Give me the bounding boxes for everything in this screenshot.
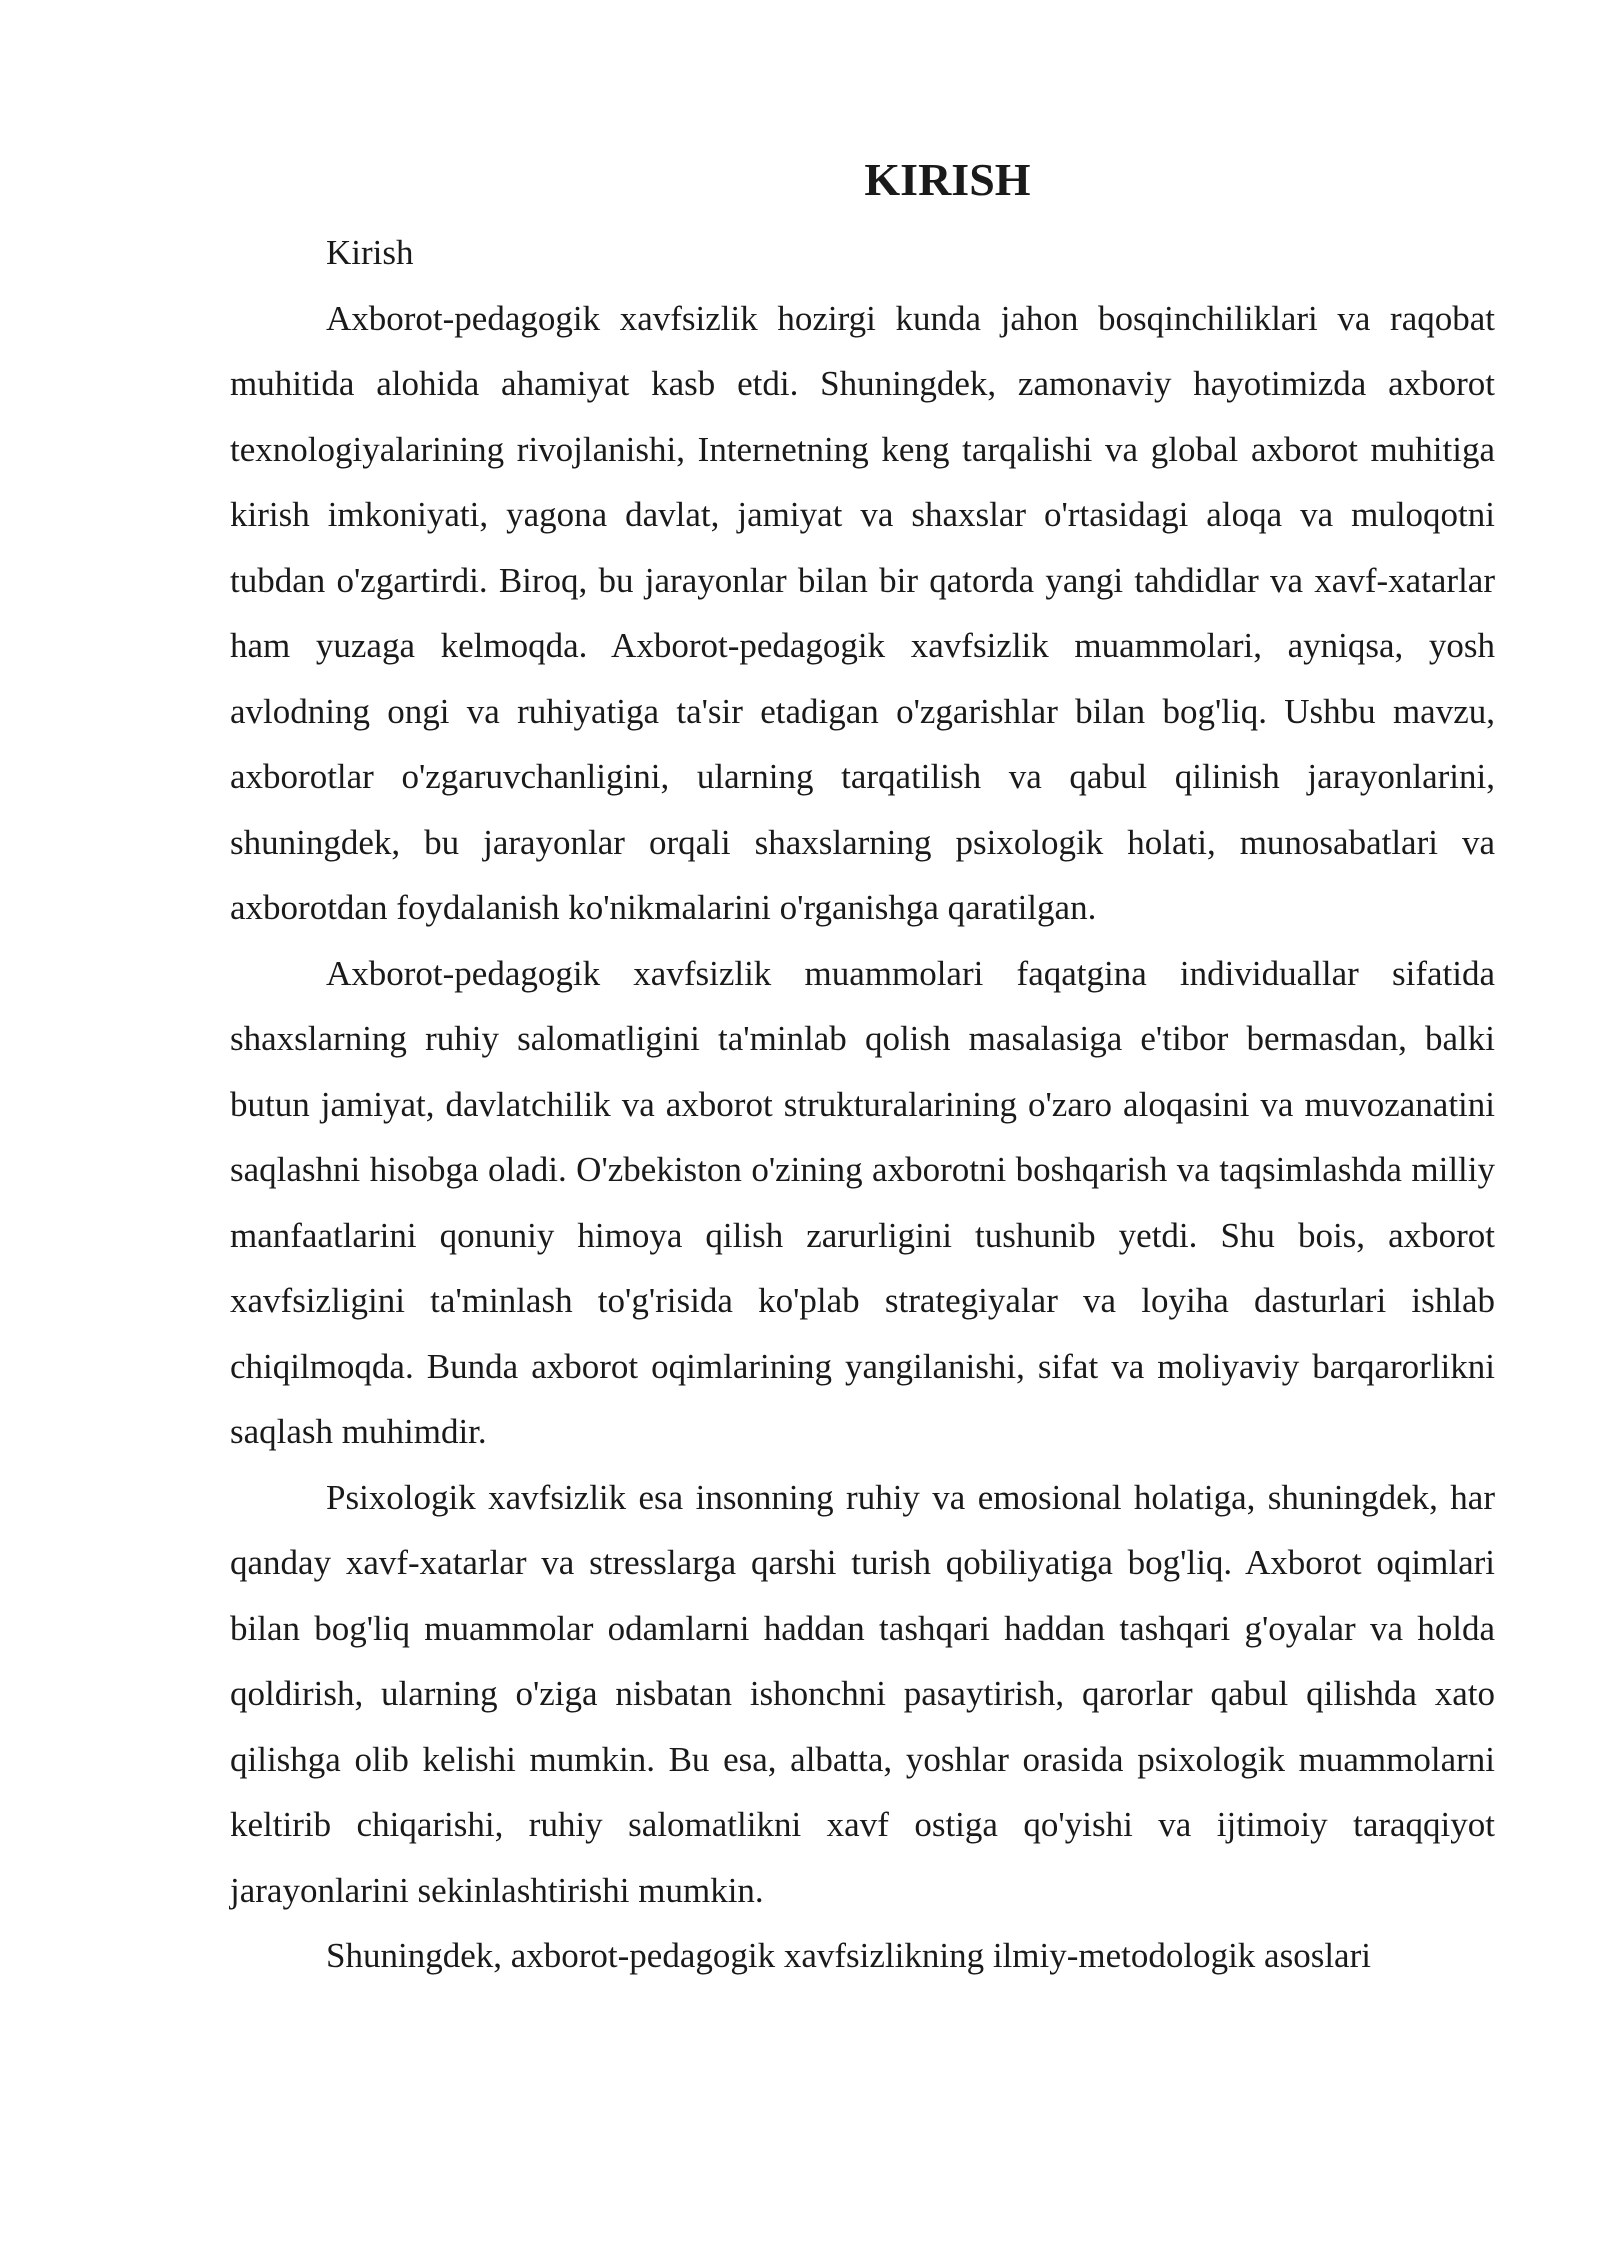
document-page [230, 140, 1495, 1989]
paragraph-3: Psixologik xavfsizlik esa insonning ruhiy va emosional holatiga, shuningdek, har qanday xavf-xatarlar va stresslarga qarshi turish qobiliyatiga bog'liq. Axborot oqimlari bilan bog'liq muammolar odamlarni haddan tashqari haddan tashqari g'oyalar va holda qoldirish, ularning o'ziga nisbatan ishonchni pasaytirish, qarorlar qabul qilishda xato qilishga olib kelishi mumkin. Bu esa, albatta, yoshlar orasida psixologik muammolarni keltirib chiqarishi, ruhiy salomatlikni xavf ostiga qo'yishi va ijtimoiy taraqqiyot jarayonlarini sekinlashtirishi mumkin. [230, 1477, 1495, 1910]
paragraph-4: Shuningdek, axborot-pedagogik xavfsizlikning ilmiy-metodologik asoslari [326, 1936, 1371, 1975]
section-subheading: Kirish [326, 233, 414, 272]
paragraph-2: Axborot-pedagogik xavfsizlik muammolari faqatgina individuallar sifatida shaxslarning ruhiy salomatligini ta'minlab qolish masalasiga e'tibor bermasdan, balki butun jamiyat, davlatchilik va axborot strukturalarining o'zaro aloqasini va muvozanatini saqlashni hisobga oladi. O'zbekiston o'zining axborotni boshqarish va taqsimlashda milliy manfaatlarini qonuniy himoya qilish zarurligini tushunib yetdi. Shu bois, axborot xavfsizligini ta'minlash to'g'risida ko'plab strategiyalar va loyiha dasturlari ishlab chiqilmoqda. Bunda axborot oqimlarining yangilanishi, sifat va moliyaviy barqarorlikni saqlash muhimdir. [230, 953, 1495, 1451]
page-title: KIRISH [864, 154, 1031, 205]
paragraph-1: Axborot-pedagogik xavfsizlik hozirgi kunda jahon bosqinchiliklari va raqobat muhitida alohida ahamiyat kasb etdi. Shuningdek, zamonaviy hayotimizda axborot texnologiyalarining rivojlanishi, Internetning keng tarqalishi va global axborot muhitiga kirish imkoniyati, yagona davlat, jamiyat va shaxslar o'rtasidagi aloqa va muloqotni tubdan o'zgartirdi. Biroq, bu jarayonlar bilan bir qatorda yangi tahdidlar va xavf-xatarlar ham yuzaga kelmoqda. Axborot-pedagogik xavfsizlik muammolari, ayniqsa, yosh avlodning ongi va ruhiyatiga ta'sir etadigan o'zgarishlar bilan bog'liq. Ushbu mavzu, axborotlar o'zgaruvchanligini, ularning tarqatilish va qabul qilinish jarayonlarini, shuningdek, bu jarayonlar orqali shaxslarning psixologik holati, munosabatlari va axborotdan foydalanish ko'nikmalarini o'rganishga qaratilgan. [230, 298, 1495, 927]
